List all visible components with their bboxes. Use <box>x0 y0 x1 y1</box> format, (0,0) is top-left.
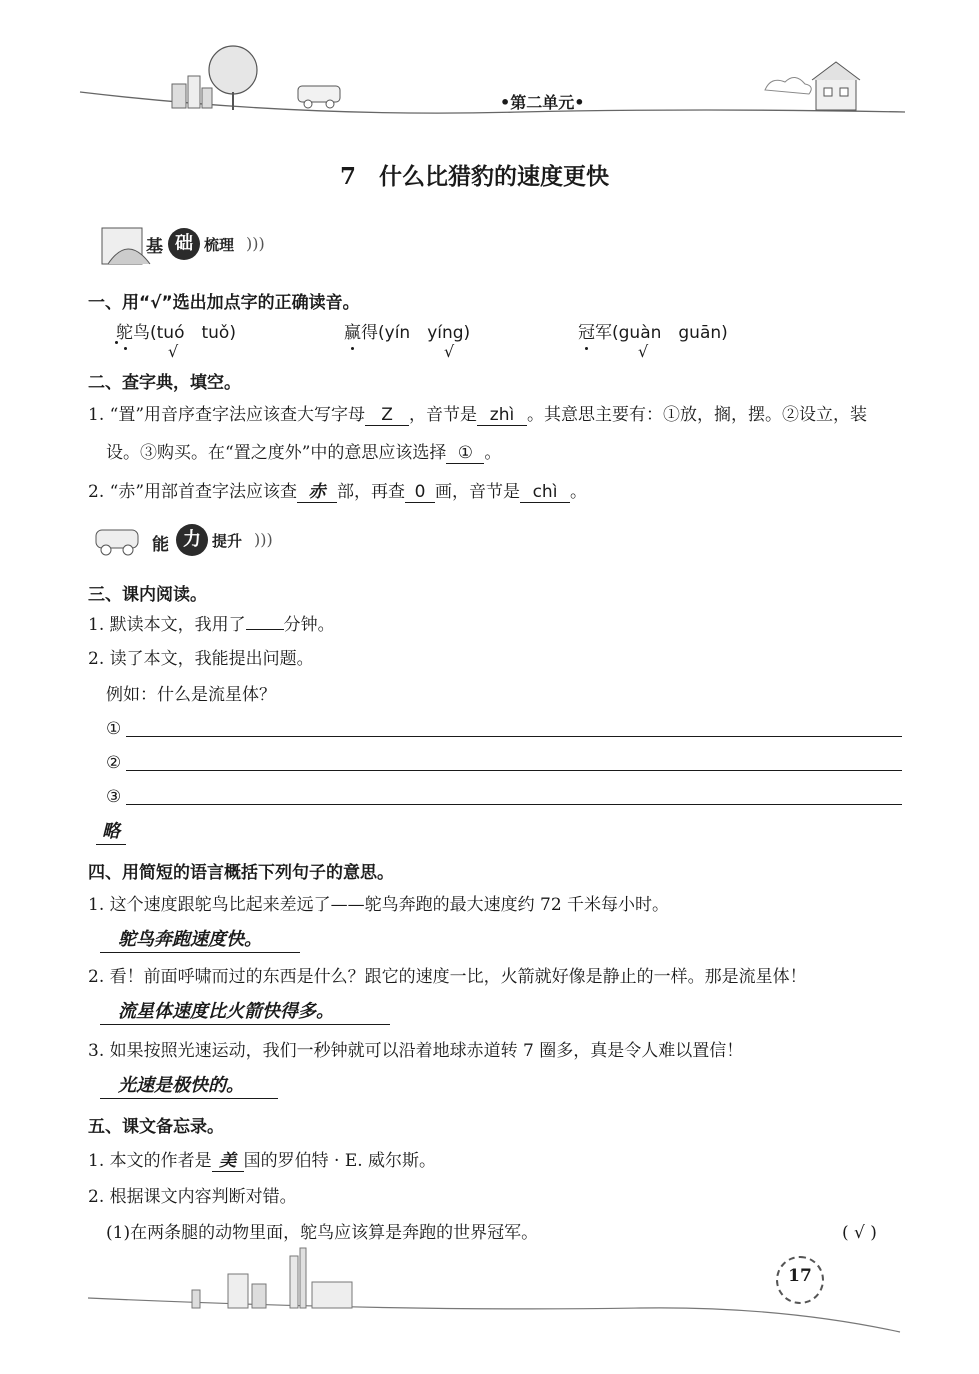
s2-q1-text-a: 1. “置”用音序查字法应该查大写字母 <box>88 405 366 425</box>
ability-badge-illustration <box>88 520 148 560</box>
s4-answer-1: 鸵鸟奔跑速度快。 <box>100 928 300 953</box>
s4-q3: 3. 如果按照光速运动，我们一秒钟就可以沿着地球赤道转 7 圈多，真是令人难以置信！ <box>88 1041 744 1061</box>
s2-q2 <box>88 481 587 503</box>
emphasis-dot-2 <box>351 347 354 350</box>
s3-answer-line-2[interactable] <box>126 770 902 771</box>
s1-item-1-text: 鸵鸟(tuó tuǒ) <box>116 323 236 343</box>
unit-title <box>500 90 584 113</box>
s1-item-3-text: 冠军(guàn guān) <box>578 323 728 343</box>
emphasis-dot-1 <box>124 347 127 350</box>
emphasis-dot-3 <box>585 347 588 350</box>
s5-title: 五、课文备忘录。 <box>88 1117 224 1137</box>
s2-q2-text-c: 画，音节是 <box>435 482 521 502</box>
s3-q1-blank[interactable] <box>246 629 284 630</box>
s1-item-3 <box>578 322 728 344</box>
badge-basic-c1: 基 <box>146 237 163 257</box>
s3-answer-line-3[interactable] <box>126 804 902 805</box>
badge-ability-arcs: ))) <box>254 530 273 549</box>
s3-example: 例如：什么是流星体？ <box>106 685 276 705</box>
s5-q1 <box>88 1150 436 1172</box>
lesson-title: 7 什么比猎豹的速度更快 <box>340 163 610 190</box>
s2-q1-text-b: ，音节是 <box>409 405 478 425</box>
s2-q1-text-e: 。 <box>484 443 502 463</box>
badge-ability-c1: 能 <box>152 535 169 555</box>
s2-title: 二、查字典，填空。 <box>88 373 241 393</box>
header-illustration <box>0 0 979 140</box>
badge-basic-arcs: ))) <box>246 234 265 253</box>
bullet-right: • <box>574 93 585 112</box>
unit-title-text: 第二单元 <box>510 93 575 112</box>
s3-q2: 2. 读了本文，我能提出问题。 <box>88 649 314 669</box>
s5-q2-1-judgement: ( √ ) <box>842 1223 877 1243</box>
s2-q2-text-d: 。 <box>570 482 588 502</box>
s3-answer: 略 <box>96 820 126 845</box>
s1-item-1-tick: √ <box>168 342 179 361</box>
s3-line-1-label: ① <box>106 719 122 739</box>
s2-q2-answer-2: 0 <box>405 482 435 503</box>
s2-q1-line2 <box>106 442 501 464</box>
s2-q1-answer-1: Z <box>365 405 409 426</box>
s5-q1-answer: 美 <box>212 1151 244 1172</box>
s3-q1 <box>88 614 335 636</box>
bullet-left: • <box>500 93 511 112</box>
badge-ability-c3: 提升 <box>212 532 243 550</box>
s5-q2-1: (1)在两条腿的动物里面，鸵鸟应该算是奔跑的世界冠军。 <box>106 1223 539 1243</box>
s4-answer-3: 光速是极快的。 <box>100 1074 278 1099</box>
s1-item-3-tick: √ <box>638 342 649 361</box>
s1-item-2-text: 赢得(yín yíng) <box>344 323 471 343</box>
s3-q1-text-a: 1. 默读本文，我用了 <box>88 615 246 635</box>
s4-title: 四、用简短的语言概括下列句子的意思。 <box>88 863 394 883</box>
s2-q1-line1 <box>88 404 867 426</box>
s2-q1-text-c: 。其意思主要有：①放，搁，摆。②设立，装 <box>527 405 868 425</box>
s5-q2: 2. 根据课文内容判断对错。 <box>88 1187 297 1207</box>
s2-q2-text-b: 部，再查 <box>337 482 406 502</box>
s2-q1-text-d: 设。③购买。在“置之度外”中的意思应该选择 <box>106 443 447 463</box>
s3-answer-line-1[interactable] <box>126 736 902 737</box>
s2-q1-answer-3: ① <box>446 443 484 464</box>
s4-q1: 1. 这个速度跟鸵鸟比起来差远了——鸵鸟奔跑的最大速度约 72 千米每小时。 <box>88 895 670 915</box>
s3-line-3-label: ③ <box>106 787 122 807</box>
s2-q1-answer-2: zhì <box>477 405 527 426</box>
s4-q2: 2. 看！前面呼啸而过的东西是什么？跟它的速度一比，火箭就好像是静止的一样。那是流星体！ <box>88 967 807 987</box>
badge-basic-c2: 础 <box>168 228 200 260</box>
s3-q1-text-b: 分钟。 <box>283 615 335 635</box>
s5-q1-text-b: 国的罗伯特 · E. 威尔斯。 <box>243 1151 437 1171</box>
s3-line-2-label: ② <box>106 753 122 773</box>
s4-answer-2: 流星体速度比火箭快得多。 <box>100 1000 390 1025</box>
s2-q2-text-a: 2. “赤”用部首查字法应该查 <box>88 482 298 502</box>
footer-illustration <box>0 1240 979 1350</box>
s2-q2-answer-3: chì <box>520 482 570 503</box>
badge-basic-c3: 梳理 <box>204 236 235 254</box>
s3-title: 三、课内阅读。 <box>88 585 207 605</box>
s2-q2-answer-1: 赤 <box>297 482 337 503</box>
s1-item-2-tick: √ <box>444 342 455 361</box>
s1-title: 一、用“√”选出加点字的正确读音。 <box>88 293 360 313</box>
s1-item-2 <box>344 322 470 344</box>
page-number: 17 <box>788 1266 812 1286</box>
s1-item-1 <box>116 322 236 344</box>
badge-ability-c2: 力 <box>176 524 208 556</box>
s5-q1-text-a: 1. 本文的作者是 <box>88 1151 212 1171</box>
